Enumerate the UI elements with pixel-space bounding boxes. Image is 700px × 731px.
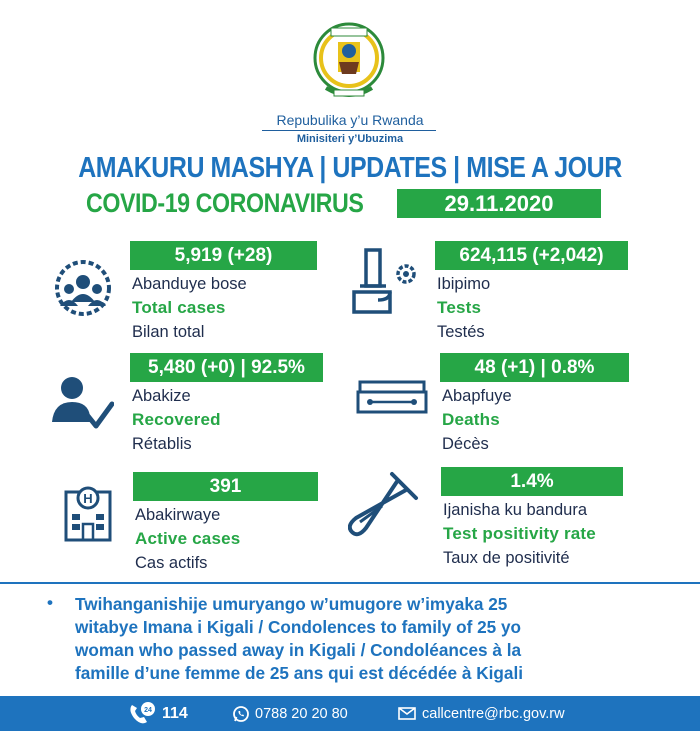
tests-value: 624,115 (+2,042) <box>435 241 628 270</box>
total-cases-label-fr: Bilan total <box>132 323 205 341</box>
section-divider <box>0 582 700 584</box>
bullet-icon: • <box>47 593 53 612</box>
date-badge: 29.11.2020 <box>397 189 601 218</box>
hotline-number: 114 <box>162 704 188 722</box>
positivity-value: 1.4% <box>441 467 623 496</box>
recovered-label-fr: Rétablis <box>132 435 192 453</box>
rwanda-coat-of-arms-icon <box>306 18 392 108</box>
note-line: Twihanganishije umuryango w’umugore w’imyaka 25 <box>75 594 508 614</box>
hotline <box>128 696 188 731</box>
contact-footer <box>0 696 700 731</box>
email-contact <box>398 696 565 731</box>
mail-icon <box>398 707 416 720</box>
active-cases-value: 391 <box>133 472 318 501</box>
person-check-icon <box>50 372 114 432</box>
recovered-label-en: Recovered <box>132 410 221 429</box>
whatsapp-number: 0788 20 20 80 <box>255 705 348 722</box>
divider-line <box>262 130 436 131</box>
deaths-label-en: Deaths <box>442 410 500 429</box>
recovered-value: 5,480 (+0) | 92.5% <box>130 353 323 382</box>
total-cases-label-rw: Abanduye bose <box>132 275 247 293</box>
tests-label-en: Tests <box>437 298 482 317</box>
microscope-icon <box>350 246 420 318</box>
deaths-label-fr: Décès <box>442 435 489 453</box>
email-address[interactable]: callcentre@rbc.gov.rw <box>422 705 565 722</box>
headline: AMAKURU MASHYA | UPDATES | MISE A JOUR <box>78 152 622 184</box>
positivity-label-fr: Taux de positivité <box>443 549 570 567</box>
phone-24-icon <box>128 702 156 726</box>
tests-label-fr: Testés <box>437 323 485 341</box>
ministry-name: Minisiteri y’Ubuzima <box>296 133 404 145</box>
tests-label-rw: Ibipimo <box>437 275 491 293</box>
active-cases-label-rw: Abakirwaye <box>135 506 221 524</box>
deaths-label-rw: Abapfuye <box>442 387 512 405</box>
positivity-label-en: Test positivity rate <box>443 524 596 543</box>
total-cases-label-en: Total cases <box>132 298 226 317</box>
republic-name: Repubulika y’u Rwanda <box>276 112 424 128</box>
note-line: witabye Imana i Kigali / Condolences to family of 25 yo <box>75 617 522 637</box>
note-line: famille d’une femme de 25 ans qui est décédée à Kigali <box>75 663 523 683</box>
note-line: woman who passed away in Kigali / Condoléances à la <box>75 640 522 660</box>
deaths-value: 48 (+1) | 0.8% <box>440 353 629 382</box>
whatsapp-contact <box>233 696 348 731</box>
subtitle: COVID-19 CORONAVIRUS <box>86 188 364 218</box>
total-cases-value: 5,919 (+28) <box>130 241 317 270</box>
active-cases-label-fr: Cas actifs <box>135 554 208 572</box>
positivity-label-rw: Ijanisha ku bandura <box>443 501 588 519</box>
whatsapp-icon <box>233 706 249 722</box>
condolence-note <box>75 593 675 685</box>
hospital-icon <box>60 478 116 542</box>
coffin-icon <box>356 378 428 416</box>
svg-text:H: H <box>83 491 93 506</box>
svg-text:24: 24 <box>144 706 152 714</box>
recovered-label-rw: Abakize <box>132 387 191 405</box>
group-cases-icon <box>52 256 114 320</box>
active-cases-label-en: Active cases <box>135 529 241 548</box>
test-tube-icon <box>348 470 420 542</box>
